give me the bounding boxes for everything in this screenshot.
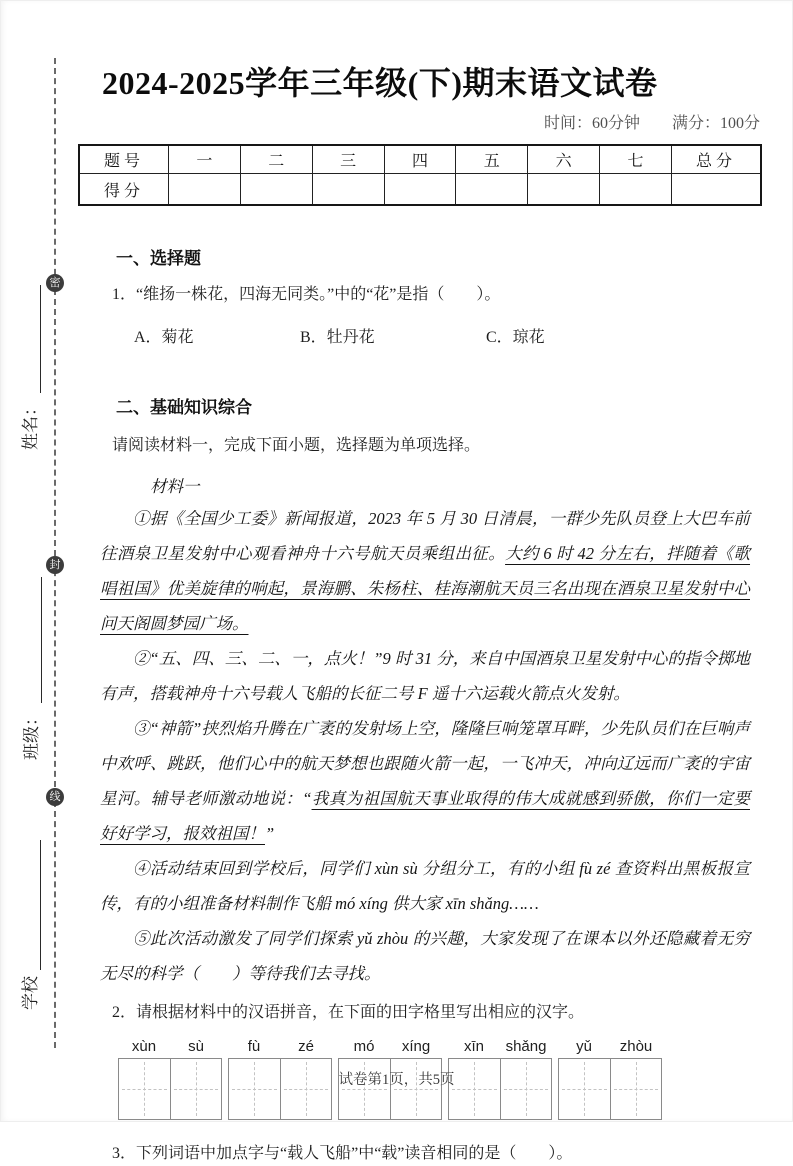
underlined-text-segment: 我真为祖国航天事业取得的伟大成就感到骄傲，你们一定要好好学习，报效祖国！ <box>100 788 750 843</box>
col-1: 一 <box>169 145 241 174</box>
col-5: 五 <box>456 145 528 174</box>
pinyin-labels <box>338 1038 442 1055</box>
pinyin-label: shǎng <box>505 1037 547 1055</box>
seal-fold-dashed-line <box>54 58 56 1048</box>
material-paragraph <box>100 711 750 851</box>
score-cell <box>384 174 456 206</box>
student-name-field <box>19 250 41 450</box>
option-b: B．牡丹花 <box>300 328 375 346</box>
text-segment: ④活动结束回到学校后，同学们 xùn sù 分组分工，有的小组 fù zé 查资料出黑板报宣传，有的小组准备材料制作飞船 mó xíng 供大家 xīn shǎng…… <box>100 858 750 913</box>
question-1: 1．“维扬一株花，四海无同类。”中的“花”是指（ ）。 <box>112 286 501 303</box>
material-one-paragraphs <box>100 501 750 991</box>
school-label: 学校 <box>21 976 40 1010</box>
pinyin-labels <box>228 1038 332 1055</box>
pinyin-label: zé <box>298 1037 314 1055</box>
name-blank-line <box>25 285 41 393</box>
total-score-label: 总分 <box>672 145 762 174</box>
pinyin-label: zhòu <box>619 1037 653 1055</box>
material-paragraph <box>100 921 750 991</box>
seal-char-xian: 线 <box>46 788 64 806</box>
seal-char-mi: 密 <box>46 274 64 292</box>
material-paragraph <box>100 501 750 641</box>
pinyin-label: xùn <box>131 1037 157 1055</box>
pinyin-label: sù <box>188 1037 204 1055</box>
score-cell <box>528 174 600 206</box>
section-one-heading: 一、选择题 <box>116 249 201 268</box>
score-table-score-row <box>79 174 761 206</box>
full-score: 满分：100分 <box>671 115 760 132</box>
text-segment: ” <box>265 823 275 843</box>
text-segment: ⑤此次活动激发了同学们探索 yǔ zhòu 的兴趣，大家发现了在课本以外还隐藏着无穷无尽的科学（ ）等待我们去寻找。 <box>100 928 750 983</box>
score-cell <box>600 174 672 206</box>
time-limit: 时间：60分钟 <box>543 115 640 132</box>
seal-char-feng: 封 <box>46 556 64 574</box>
score-table-header-row <box>79 145 761 174</box>
pinyin-label: fù <box>247 1037 261 1055</box>
name-label: 姓名： <box>21 399 40 450</box>
exam-meta <box>360 110 760 133</box>
school-blank-line <box>25 840 41 970</box>
col-7: 七 <box>600 145 672 174</box>
student-class-field <box>20 540 42 760</box>
material-paragraph <box>100 851 750 921</box>
material-one-title: 材料一 <box>150 476 200 496</box>
exam-title: 2024-2025学年三年级(下)期末语文试卷 <box>102 65 658 101</box>
pinyin-labels <box>448 1038 552 1055</box>
score-cell <box>456 174 528 206</box>
section-two-heading: 二、基础知识综合 <box>116 397 252 417</box>
option-a: A．菊花 <box>134 328 194 346</box>
question-1-options <box>134 324 750 347</box>
score-cell <box>312 174 384 206</box>
exam-body <box>100 236 750 1166</box>
score-table <box>78 144 762 206</box>
text-segment: ②“五、四、三、二、一，点火！”9 时 31 分，来自中国酒泉卫星发射中心的指令掷地有声，搭载神舟十六号载人飞船的长征二号 F 遥十六运载火箭点火发射。 <box>100 648 750 703</box>
student-school-field <box>19 800 41 1010</box>
underlined-text-segment: 大约 6 时 42 分左右，拌随着《歌唱祖国》优美旋律的响起，景海鹏、朱杨柱、桂海潮航天员三名出现在酒泉卫星发射中心问天阁圆梦园广场。 <box>100 543 751 633</box>
score-cell <box>672 174 762 206</box>
pinyin-label: mó <box>353 1037 375 1055</box>
score-label: 得分 <box>79 174 169 206</box>
col-3: 三 <box>312 145 384 174</box>
option-c: C．琼花 <box>486 328 545 346</box>
pinyin-label: xīn <box>463 1037 484 1055</box>
score-cell <box>169 174 241 206</box>
page-footer: 试卷第1页，共5页 <box>338 1072 455 1088</box>
pinyin-label: yǔ <box>576 1037 592 1055</box>
section-two-intro: 请阅读材料一，完成下面小题，选择题为单项选择。 <box>112 436 481 454</box>
text-segment: ①据《全国少工委》新闻报道，2023 年 5 月 30 日清晨，一群少先队员登上大巴车前往酒泉卫星发射中心观看神舟十六号航天员乘组出征。 <box>100 508 750 563</box>
question-number-label: 题号 <box>79 145 169 174</box>
col-4: 四 <box>384 145 456 174</box>
col-6: 六 <box>528 145 600 174</box>
class-blank-line <box>26 577 42 703</box>
material-paragraph <box>100 641 750 711</box>
class-label: 班级： <box>22 709 41 760</box>
question-3: 3．下列词语中加点字与“载人飞船”中“载”读音相同的是（ ）。 <box>112 1144 573 1162</box>
col-2: 二 <box>240 145 312 174</box>
pinyin-label: xíng <box>401 1037 431 1055</box>
question-2: 2．请根据材料中的汉语拼音，在下面的田字格里写出相应的汉字。 <box>112 1003 585 1021</box>
pinyin-labels <box>558 1038 662 1055</box>
text-segment: ③“神箭”挟烈焰升腾在广袤的发射场上空，隆隆巨响笼罩耳畔，少先队员们在巨响声中欢呼、跳跃，他们心中的航天梦想也跟随火箭一起，一飞冲天，冲向辽远而广袤的宇宙星河。辅导老师激动地说：“ <box>100 718 750 808</box>
pinyin-labels <box>118 1038 222 1055</box>
score-cell <box>240 174 312 206</box>
